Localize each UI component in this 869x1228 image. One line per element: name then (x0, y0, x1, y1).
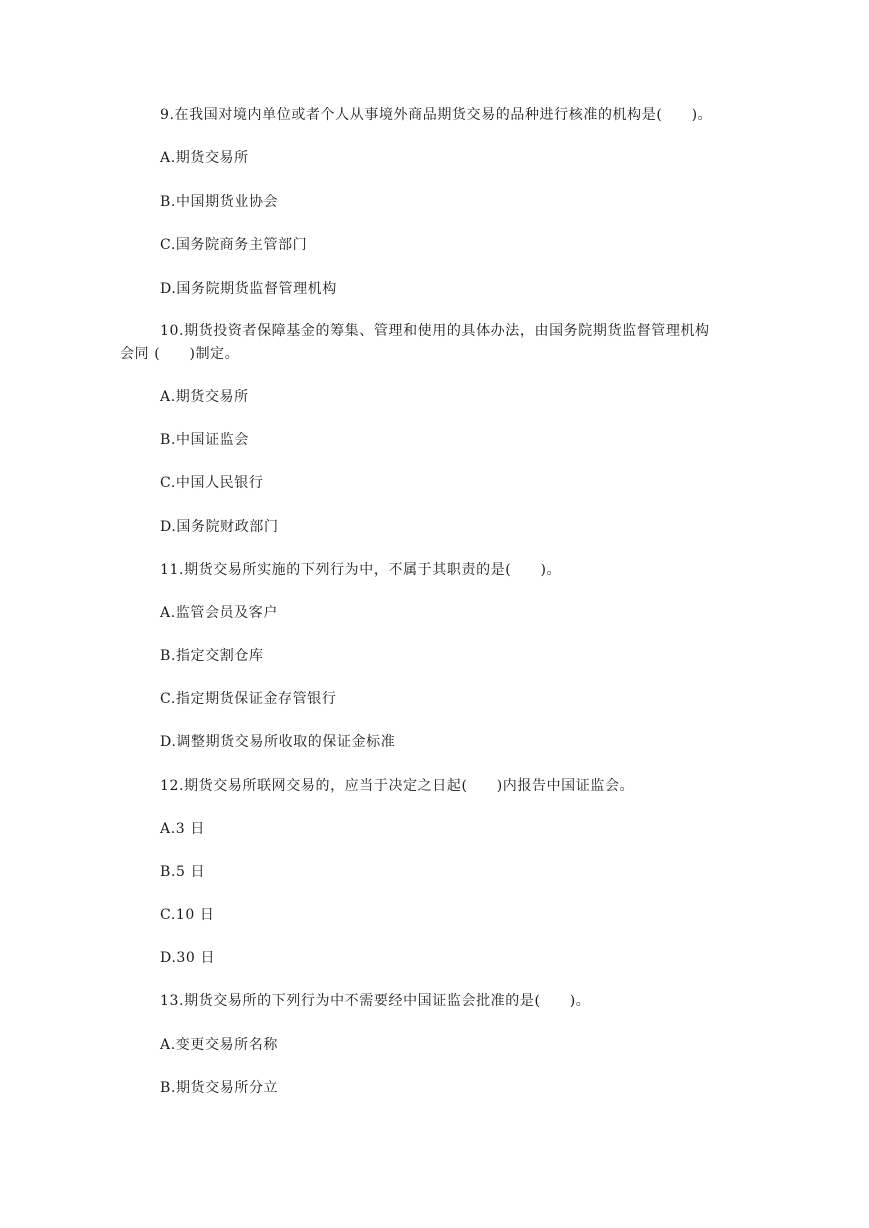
question-11-option-d: D.调整期货交易所收取的保证金标准 (160, 734, 396, 750)
question-13-stem: 13.期货交易所的下列行为中不需要经中国证监会批准的是( )。 (160, 993, 591, 1009)
question-9-option-b: B.中国期货业协会 (160, 194, 279, 210)
question-9-option-d: D.国务院期货监督管理机构 (160, 281, 337, 297)
question-12-option-c: C.10 日 (160, 907, 215, 923)
question-10-option-b: B.中国证监会 (160, 432, 249, 448)
question-11-stem: 11.期货交易所实施的下列行为中，不属于其职责的是( )。 (160, 562, 562, 578)
question-10-option-d: D.国务院财政部门 (160, 519, 279, 535)
question-12-option-a: A.3 日 (160, 821, 205, 837)
question-9-option-c: C.国务院商务主管部门 (160, 237, 308, 253)
question-12-option-d: D.30 日 (160, 950, 216, 966)
question-13-option-a: A.变更交易所名称 (160, 1037, 278, 1053)
question-10-stem: 10.期货投资者保障基金的筹集、管理和使用的具体办法，由国务院期货监督管理机构 (160, 323, 710, 339)
question-11-option-b: B.指定交割仓库 (160, 648, 264, 664)
question-11-option-a: A.监管会员及客户 (160, 605, 278, 621)
question-10-option-c: C.中国人民银行 (160, 475, 264, 491)
question-10-stem-continuation: 会同 ( )制定。 (120, 346, 240, 362)
question-12-option-b: B.5 日 (160, 864, 206, 880)
question-9-stem: 9.在我国对境内单位或者个人从事境外商品期货交易的品种进行核准的机构是( )。 (160, 107, 713, 123)
question-13-option-b: B.期货交易所分立 (160, 1080, 279, 1096)
question-10-option-a: A.期货交易所 (160, 389, 249, 405)
question-11-option-c: C.指定期货保证金存管银行 (160, 691, 337, 707)
question-9-option-a: A.期货交易所 (160, 150, 249, 166)
question-12-stem: 12.期货交易所联网交易的，应当于决定之日起( )内报告中国证监会。 (160, 778, 635, 794)
